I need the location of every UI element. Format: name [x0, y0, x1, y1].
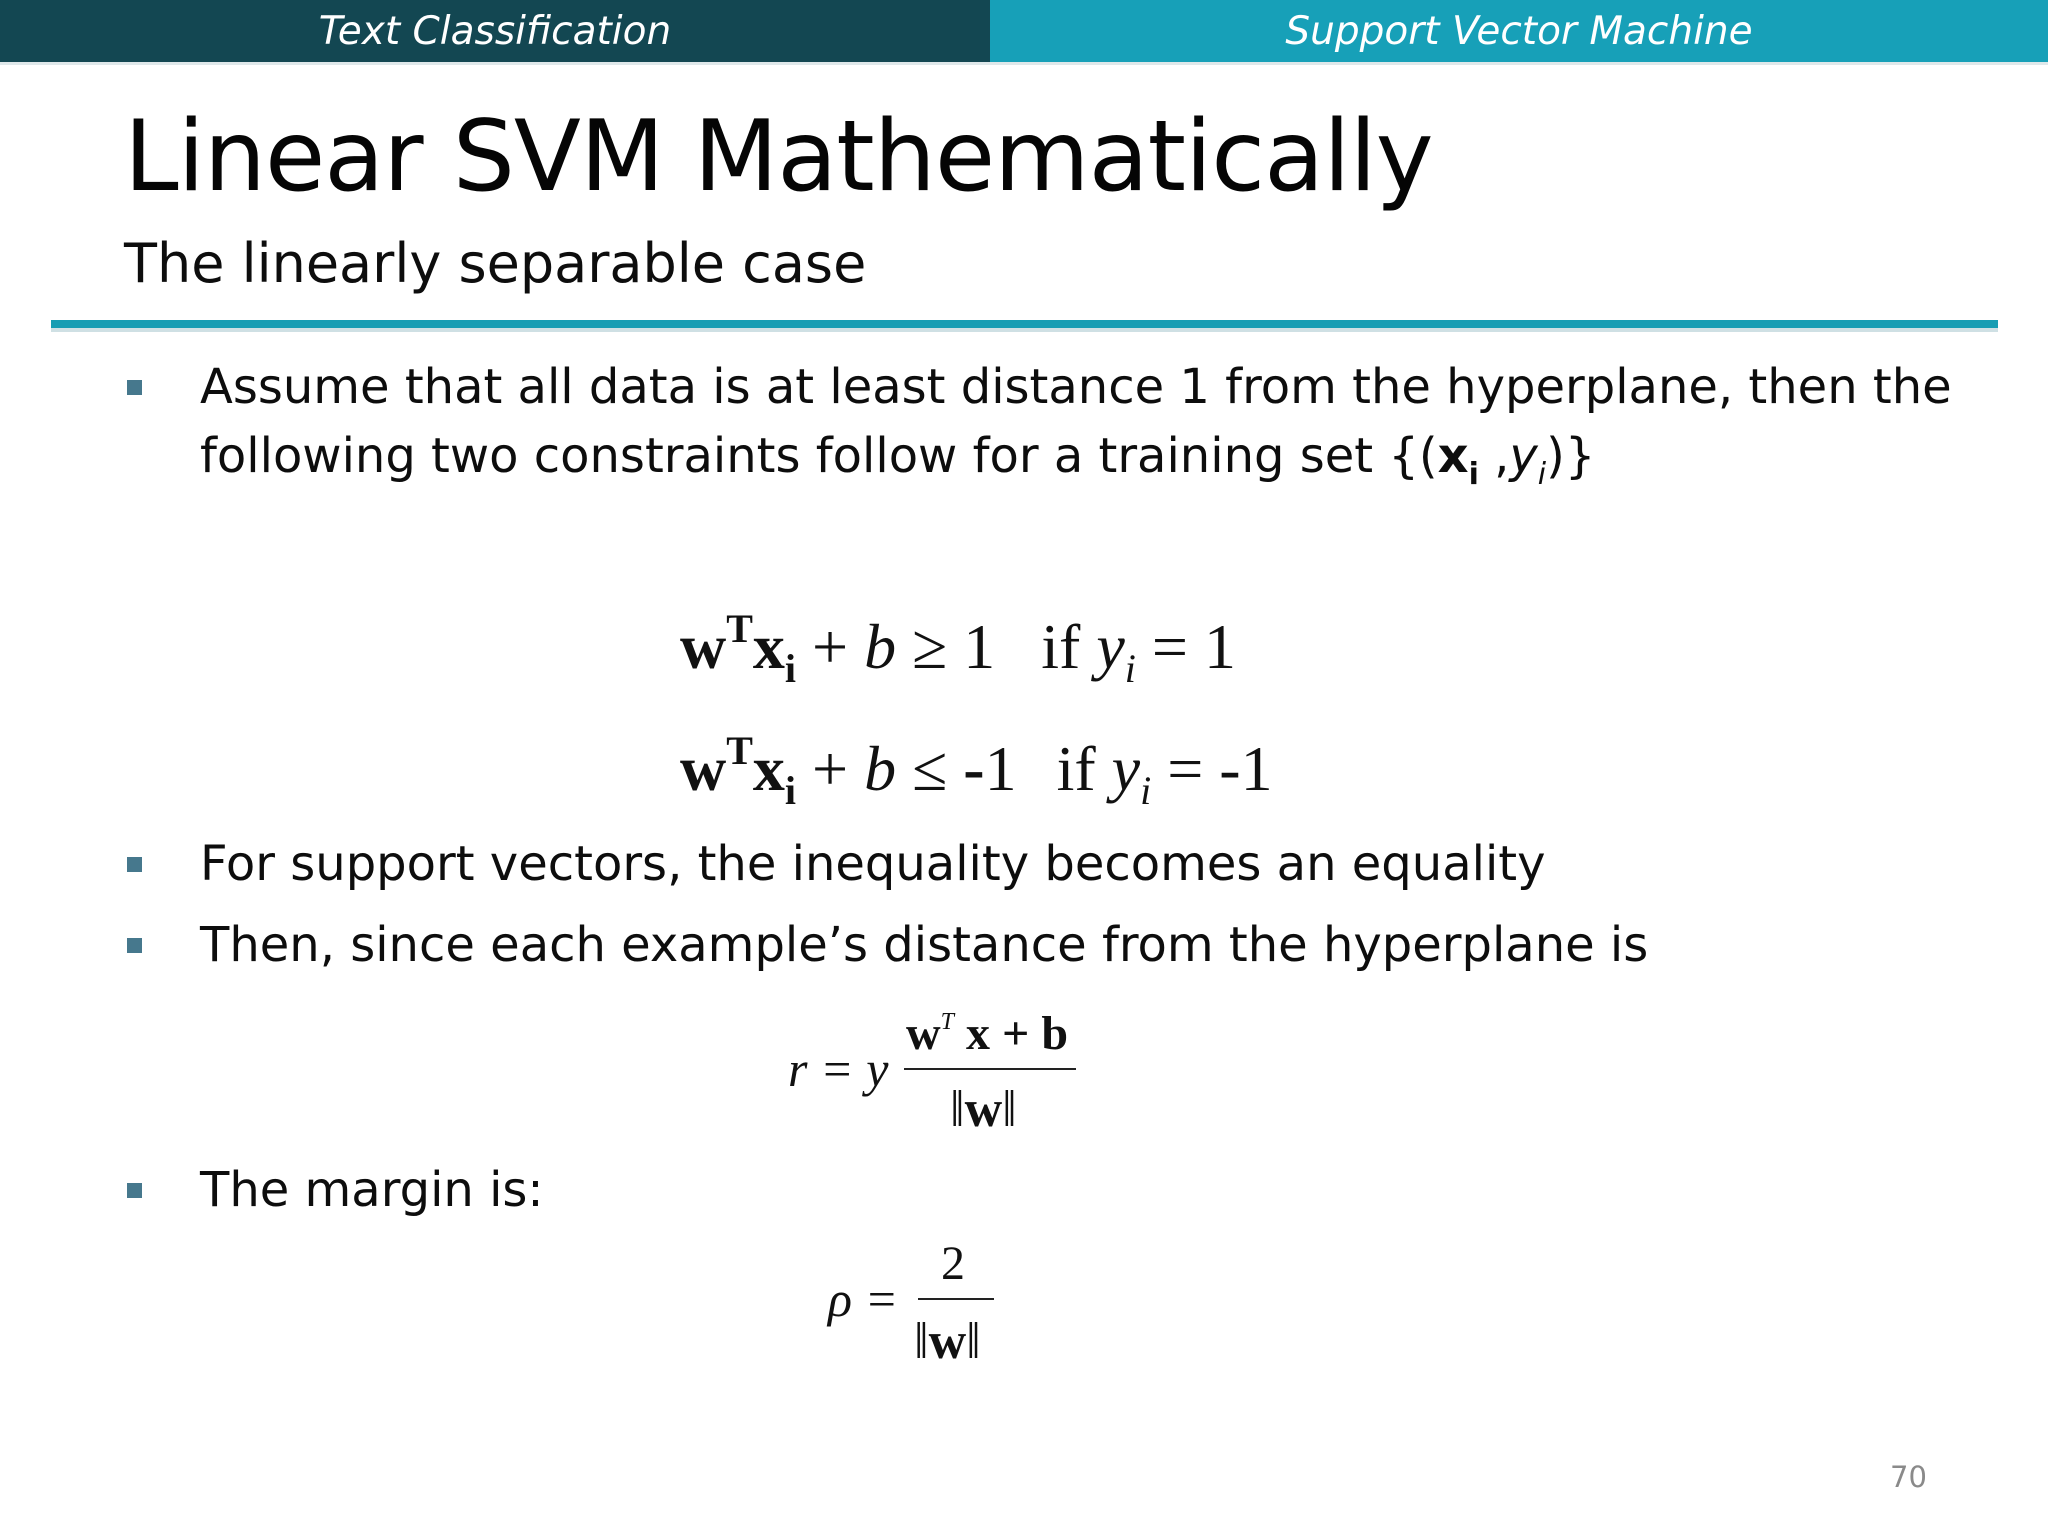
distance-lhs: r = y: [788, 1041, 889, 1097]
eq1-y: y: [1096, 611, 1125, 682]
bullet-1-comma: ,: [1478, 428, 1510, 484]
bullet-1-x: x: [1437, 428, 1469, 484]
distance-denominator: [950, 1080, 1017, 1139]
bullet-1-line-1: Assume that all data is at least distance 1 from the hyperplane, then the: [200, 359, 1952, 415]
bullet-2-text: For support vectors, the inequality becomes an equality: [200, 836, 1546, 892]
distance-fraction-bar: [904, 1068, 1076, 1070]
eq2-minus: -: [963, 733, 985, 804]
margin-lhs: ρ =: [828, 1271, 899, 1327]
eq2-if: if: [1056, 733, 1112, 804]
bullet-marker-3: [127, 938, 142, 953]
margin-den-bar-left: ‖: [914, 1313, 929, 1370]
eq2-x: x: [752, 733, 785, 804]
eq2-w: w: [680, 733, 727, 804]
bullet-3-text: Then, since each example’s distance from the hyperplane is: [200, 917, 1649, 973]
eq1-y-subscript: i: [1124, 646, 1136, 691]
eq2-rhs: = -1: [1151, 733, 1273, 804]
distance-den-bar-left: ‖: [950, 1081, 965, 1138]
eq2-plus: +: [796, 733, 865, 804]
eq2-one: 1: [984, 733, 1017, 804]
eq1-rhs: = 1: [1135, 611, 1236, 682]
eq2-x-subscript: i: [784, 768, 797, 813]
margin-fraction-bar: [918, 1298, 994, 1300]
eq2-y-subscript: i: [1140, 768, 1152, 813]
section-tab-text-classification: Text Classification: [0, 0, 990, 62]
constraint-equation-2: [680, 727, 1273, 814]
distance-num-rest: x + b: [954, 1007, 1069, 1060]
distance-num-transpose: T: [940, 1009, 955, 1035]
eq1-w: w: [680, 611, 727, 682]
eq2-transpose: T: [726, 728, 753, 773]
eq1-transpose: T: [726, 606, 753, 651]
title-rule: [51, 320, 1998, 328]
bullet-marker-4: [127, 1183, 142, 1198]
bullet-marker-2: [127, 857, 142, 872]
bullet-4-text: The margin is:: [200, 1162, 544, 1218]
eq1-b: b: [864, 611, 897, 682]
bullet-1-y-subscript: i: [1537, 457, 1547, 492]
eq2-b: b: [864, 733, 897, 804]
title-rule-shadow: [51, 328, 1998, 332]
margin-numerator: 2: [941, 1237, 965, 1290]
bullet-1-y: y: [1509, 428, 1538, 484]
eq2-relation: ≤: [896, 733, 964, 804]
bullet-marker-1: [127, 380, 142, 395]
margin-den-bar-right: ‖: [966, 1313, 981, 1370]
constraint-equation-1: [680, 605, 1236, 692]
header-divider: [0, 62, 2048, 65]
eq1-x-subscript: i: [784, 646, 797, 691]
eq2-y: y: [1111, 733, 1141, 804]
distance-den-bar-right: ‖: [1002, 1081, 1017, 1138]
distance-den-w: w: [964, 1081, 1003, 1138]
margin-denominator: [914, 1312, 981, 1371]
eq1-relation: ≥ 1: [896, 611, 996, 682]
bullet-1-line-2: [200, 422, 1595, 509]
distance-num-w: w: [906, 1007, 941, 1060]
page-number: 70: [1890, 1460, 1927, 1494]
eq1-plus: +: [796, 611, 865, 682]
eq1-x: x: [752, 611, 785, 682]
distance-numerator: [906, 1006, 1068, 1061]
section-tab-support-vector-machine: Support Vector Machine: [990, 0, 2048, 62]
header-bar: [0, 0, 2048, 62]
bullet-1-line-2-text: following two constraints follow for a training set {(: [200, 428, 1438, 484]
margin-den-w: w: [928, 1313, 967, 1370]
slide-subtitle: The linearly separable case: [124, 232, 867, 295]
bullet-1-x-subscript: i: [1468, 457, 1479, 492]
eq1-if: if: [1041, 611, 1097, 682]
bullet-1-suffix: )}: [1546, 428, 1596, 484]
slide-title: Linear SVM Mathematically: [124, 100, 1433, 214]
